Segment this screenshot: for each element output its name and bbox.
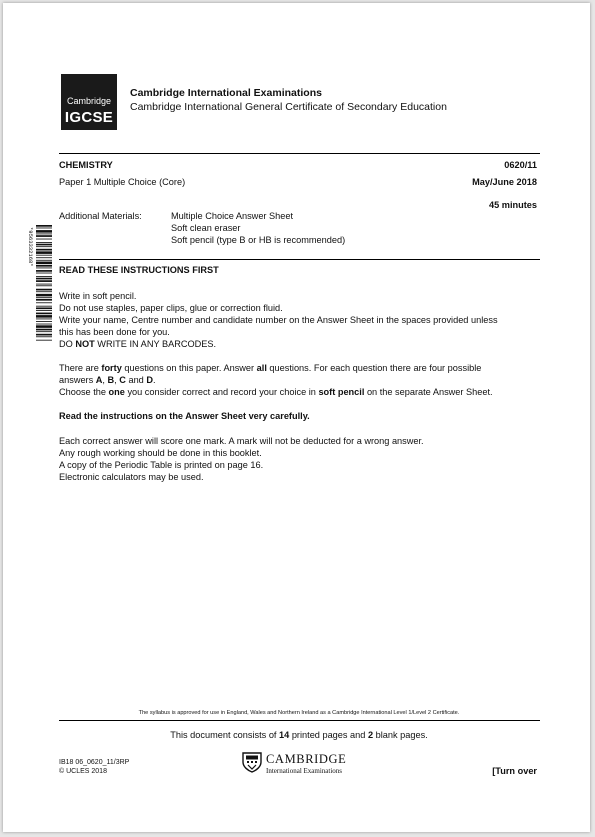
cambridge-wordmark: CAMBRIDGE: [266, 752, 347, 766]
text-segment: forty: [101, 363, 122, 373]
barcode-bar: [36, 242, 52, 243]
barcode-bar: [36, 307, 52, 309]
barcode-bar: [36, 255, 52, 256]
text-segment: questions. For each question there are four possible: [266, 363, 482, 373]
session: May/June 2018: [472, 177, 537, 187]
text-segment: C: [119, 375, 126, 385]
instructions-heading: READ THESE INSTRUCTIONS FIRST: [59, 265, 219, 275]
barcode-bar: [36, 276, 52, 277]
text-segment: soft pencil: [318, 387, 365, 397]
barcode-bar: [36, 313, 52, 315]
text-segment: NOT: [75, 339, 95, 349]
text-segment: printed pages and: [289, 730, 368, 740]
barcode-bar: [36, 280, 52, 282]
barcode-bar: [36, 302, 52, 303]
text-segment: B: [107, 375, 115, 385]
reference-code: IB18 06_0620_11/3RP: [59, 759, 130, 766]
turn-over: [Turn over: [492, 766, 537, 776]
barcode-bar: [36, 297, 52, 298]
text-segment: blank pages.: [373, 730, 428, 740]
logo-line-2: IGCSE: [64, 109, 114, 126]
text-segment: .: [152, 375, 156, 385]
text-segment: ,: [114, 375, 120, 385]
barcode-bar: [36, 324, 52, 325]
barcode-text: *9563332168*: [27, 227, 34, 267]
logo-line-1: Cambridge: [66, 96, 112, 106]
text-segment: Choose the: [59, 387, 109, 397]
instruction-line: A copy of the Periodic Table is printed on page 16.: [59, 460, 264, 470]
material-item: Soft pencil (type B or HB is recommended): [171, 235, 346, 245]
instruction-line: Write in soft pencil.: [59, 291, 137, 301]
barcode-bar: [36, 329, 52, 331]
copyright: © UCLES 2018: [59, 768, 107, 775]
instruction-line: Electronic calculators may be used.: [59, 472, 204, 482]
instructions-block-1: [59, 290, 539, 350]
page-count: [59, 729, 539, 741]
barcode-bar: [36, 270, 52, 272]
materials-label: Additional Materials:: [59, 211, 142, 221]
exam-cover-page: [3, 3, 590, 832]
text-segment: 14: [279, 730, 290, 740]
barcode-bar: [36, 239, 52, 240]
header-rule: [59, 153, 540, 154]
barcode-bar: [36, 310, 52, 311]
barcode-bar: [36, 260, 52, 261]
barcode: [26, 225, 52, 341]
cambridge-shield-icon: [241, 751, 263, 773]
paper-title: Paper 1 Multiple Choice (Core): [59, 177, 186, 187]
text-segment: DO: [59, 339, 76, 349]
barcode-bar: [36, 265, 52, 267]
instruction-line: [59, 362, 539, 374]
org-name: Cambridge International Examinations: [130, 87, 322, 99]
text-segment: answers: [59, 375, 96, 385]
text-segment: 2: [367, 730, 374, 740]
instructions-rule: [59, 259, 540, 260]
barcode-bar: [36, 284, 52, 285]
text-segment: WRITE IN ANY BARCODES.: [94, 339, 217, 349]
instruction-line: Write your name, Centre number and candidate number on the Answer Sheet in the spaces provided unless: [59, 315, 498, 325]
barcode-bar: [36, 289, 52, 291]
instruction-line: Each correct answer will score one mark. A mark will not be deducted for a wrong answer.: [59, 436, 424, 446]
barcode-bar: [36, 246, 52, 247]
paper-code: 0620/11: [504, 160, 537, 170]
barcode-bar: [36, 331, 52, 332]
barcode-bar: [36, 268, 52, 269]
barcode-bar: [36, 235, 52, 237]
barcode-bar: [36, 291, 52, 292]
barcode-bar: [36, 336, 52, 337]
barcode-bar: [36, 251, 52, 254]
barcode-bar: [36, 294, 52, 297]
instruction-line: Do not use staples, paper clips, glue or correction fluid.: [59, 303, 283, 313]
instruction-line: [59, 386, 539, 398]
barcode-bar: [36, 262, 52, 265]
barcode-bar: [36, 340, 52, 341]
text-segment: all: [256, 363, 267, 373]
barcode-bar: [36, 278, 52, 280]
document-reference: [59, 758, 129, 776]
text-segment: one: [108, 387, 125, 397]
barcode-bar: [36, 225, 52, 227]
barcode-bar: [36, 244, 52, 246]
barcode-bar: [36, 257, 52, 258]
barcode-bar: [36, 285, 52, 286]
cambridge-subtitle: International Examinations: [266, 767, 343, 775]
instruction-line: this has been done for you.: [59, 327, 170, 337]
instructions-block-2: [59, 362, 539, 398]
barcode-bar: [36, 325, 52, 328]
barcode-bar: [36, 315, 52, 318]
barcode-bar: [36, 230, 52, 233]
instruction-line: Any rough working should be done in this booklet.: [59, 448, 262, 458]
material-item: Multiple Choice Answer Sheet: [171, 211, 294, 221]
text-segment: you consider correct and record your choice in: [124, 387, 319, 397]
text-segment: questions on this paper. Answer: [121, 363, 257, 373]
barcode-bar: [36, 321, 52, 322]
barcode-bar: [36, 228, 52, 229]
instruction-line: [59, 374, 539, 386]
materials-list: [171, 210, 345, 246]
syllabus-note: The syllabus is approved for use in England, Wales and Northern Ireland as a Cambridge International Level 1/Level 2 Certificate.: [138, 710, 460, 716]
text-segment: on the separate Answer Sheet.: [364, 387, 493, 397]
text-segment: There are: [59, 363, 102, 373]
barcode-bar: [36, 273, 52, 274]
material-item: Soft clean eraser: [171, 223, 241, 233]
instruction-line: [59, 338, 539, 350]
text-segment: This document consists of: [170, 730, 280, 740]
igcse-logo: [61, 74, 117, 130]
barcode-bar: [36, 299, 52, 301]
subject: CHEMISTRY: [59, 160, 113, 170]
footer-rule: [59, 720, 540, 721]
certificate-name: Cambridge International General Certificate of Secondary Education: [130, 101, 447, 113]
text-segment: A: [95, 375, 103, 385]
answer-sheet-note: Read the instructions on the Answer Sheet very carefully.: [59, 411, 310, 421]
text-segment: and: [125, 375, 147, 385]
instructions-block-4: [59, 435, 539, 483]
barcode-bar: [36, 234, 52, 235]
barcode-bar: [36, 319, 52, 320]
text-segment: ,: [102, 375, 108, 385]
text-segment: D: [146, 375, 153, 385]
barcode-bar: [36, 334, 52, 336]
barcode-bar: [36, 249, 52, 251]
barcode-bar: [36, 306, 52, 307]
duration: 45 minutes: [489, 200, 537, 210]
